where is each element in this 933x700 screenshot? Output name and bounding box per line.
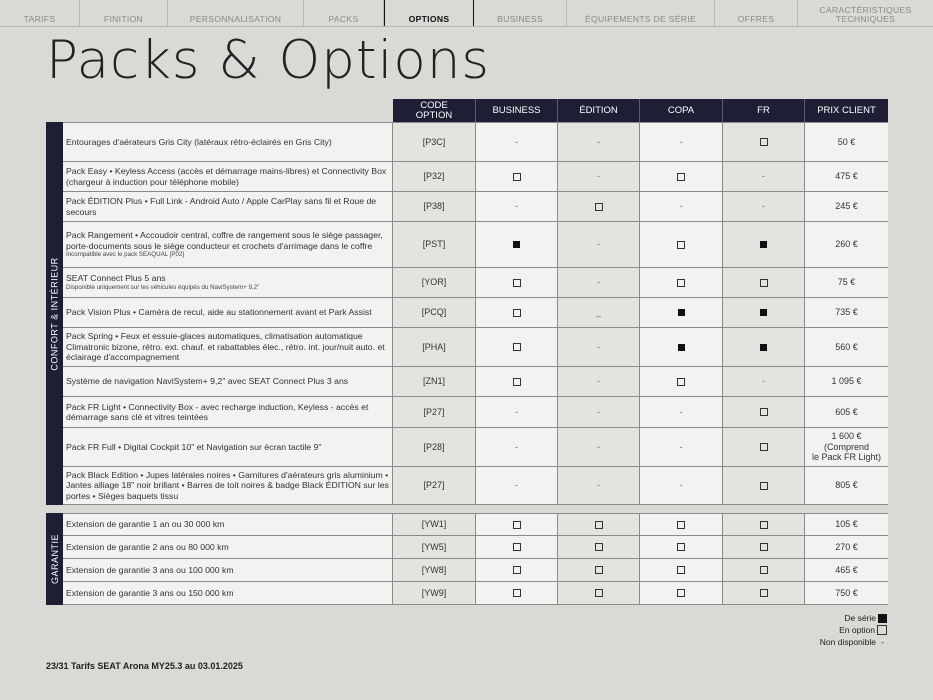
row-note: Disponible uniquement sur les véhicules équipés du NaviSystem+ 9,2" — [66, 283, 260, 291]
empty-square-icon — [677, 589, 685, 597]
empty-square-icon — [760, 589, 768, 597]
cell-business — [476, 298, 558, 327]
row-description-text: Pack ÉDITION Plus • Full Link - Android Auto / Apple CarPlay sans fil et Roue de secours — [66, 196, 377, 217]
cell-code: [P32] — [393, 162, 476, 191]
cell-copa — [640, 559, 723, 581]
cell-fr — [723, 268, 805, 297]
cell-code: [ZN1] — [393, 367, 476, 396]
table-row — [63, 582, 888, 605]
row-description — [63, 298, 393, 327]
empty-square-icon — [677, 378, 685, 386]
cell-edition — [558, 328, 640, 366]
cell-business — [476, 536, 558, 558]
cell-prix: 1 095 € — [805, 367, 888, 396]
filled-square-icon — [760, 309, 767, 316]
table-row — [63, 559, 888, 582]
row-description-text: Extension de garantie 2 ans ou 80 000 km — [66, 541, 229, 552]
cell-copa — [640, 162, 723, 191]
table-row — [63, 122, 888, 162]
cell-fr — [723, 192, 805, 221]
cell-copa — [640, 367, 723, 396]
empty-square-icon — [513, 343, 521, 351]
row-description — [63, 559, 393, 581]
section-label: CONFORT & INTÉRIEUR — [49, 256, 60, 371]
empty-square-icon — [760, 138, 768, 146]
dash-icon: - — [762, 201, 765, 212]
cell-business — [476, 162, 558, 191]
column-header-code: CODE OPTION — [393, 99, 476, 122]
cell-fr — [723, 298, 805, 327]
cell-fr — [723, 367, 805, 396]
filled-square-icon — [678, 344, 685, 351]
empty-square-icon — [513, 279, 521, 287]
cell-prix: 735 € — [805, 298, 888, 327]
legend-option-label: En option — [839, 625, 875, 635]
cell-copa — [640, 123, 723, 161]
row-description-text: Système de navigation NaviSystem+ 9,2" avec SEAT Connect Plus 3 ans — [66, 376, 349, 387]
cell-copa — [640, 328, 723, 366]
cell-edition — [558, 582, 640, 604]
filled-square-icon — [513, 241, 520, 248]
dash-icon: - — [597, 136, 600, 147]
cell-edition — [558, 467, 640, 504]
row-description-text: Pack Easy • Keyless Access (accès et démarrage mains-libres) et Connectivity Box (chargeur à induction pour téléphone mobile) — [66, 166, 387, 187]
cell-edition — [558, 514, 640, 535]
cell-business — [476, 559, 558, 581]
cell-business — [476, 467, 558, 504]
row-description-text: SEAT Connect Plus 5 ans — [66, 273, 166, 284]
empty-square-icon — [595, 521, 603, 529]
filled-square-icon — [760, 241, 767, 248]
empty-square-icon — [677, 521, 685, 529]
empty-square-icon — [677, 241, 685, 249]
nav-tab-finition[interactable]: FINITION — [80, 0, 168, 26]
dash-icon: - — [597, 171, 600, 182]
filled-square-icon — [760, 344, 767, 351]
dash-icon: - — [597, 239, 600, 250]
row-description-text: Pack FR Full • Digital Cockpit 10" et Navigation sur écran tactile 9" — [66, 441, 322, 452]
nav-divider — [0, 26, 933, 27]
cell-prix: 1 600 € (Comprend le Pack FR Light) — [805, 428, 888, 466]
cell-edition — [558, 123, 640, 161]
row-description — [63, 428, 393, 466]
cell-business — [476, 222, 558, 267]
empty-square-icon — [513, 589, 521, 597]
dash-icon: - — [881, 637, 884, 647]
cell-business — [476, 514, 558, 535]
legend-nondispo-label: Non disponible — [819, 637, 876, 647]
dash-icon: - — [762, 171, 765, 182]
filled-square-icon — [678, 309, 685, 316]
empty-square-icon — [677, 173, 685, 181]
table-row — [63, 162, 888, 192]
cell-code: [YW9] — [393, 582, 476, 604]
empty-square-icon — [760, 482, 768, 490]
row-description — [63, 123, 393, 161]
empty-square-icon — [877, 625, 887, 635]
cell-copa — [640, 268, 723, 297]
section-bar-garantie — [46, 513, 63, 605]
row-description — [63, 467, 393, 504]
empty-square-icon — [760, 566, 768, 574]
cell-prix: 260 € — [805, 222, 888, 267]
cell-business — [476, 123, 558, 161]
cell-edition — [558, 397, 640, 427]
cell-code: [YOR] — [393, 268, 476, 297]
row-description — [63, 162, 393, 191]
cell-code: [YW1] — [393, 514, 476, 535]
nav-tab-offres[interactable]: OFFRES — [715, 0, 798, 26]
row-description-text: Extension de garantie 3 ans ou 100 000 km — [66, 564, 234, 575]
cell-prix: 465 € — [805, 559, 888, 581]
row-description — [63, 582, 393, 604]
dash-icon: - — [597, 406, 600, 417]
top-navigation — [0, 0, 933, 26]
column-header-prix: PRIX CLIENT — [805, 99, 888, 122]
cell-business — [476, 367, 558, 396]
cell-business — [476, 328, 558, 366]
cell-copa — [640, 192, 723, 221]
legend-serie-label: De série — [844, 613, 876, 623]
dash-icon: - — [597, 480, 600, 491]
dash-icon: - — [515, 480, 518, 491]
cell-prix: 805 € — [805, 467, 888, 504]
cell-fr — [723, 428, 805, 466]
cell-code: [P27] — [393, 467, 476, 504]
row-description — [63, 222, 393, 267]
nav-tab-personnalisation[interactable]: PERSONNALISATION — [168, 0, 304, 26]
cell-prix: 270 € — [805, 536, 888, 558]
table-row — [63, 467, 888, 505]
dash-icon: - — [515, 136, 518, 147]
table-row — [63, 536, 888, 559]
row-description-text: Extension de garantie 1 an ou 30 000 km — [66, 519, 225, 530]
cell-copa — [640, 467, 723, 504]
cell-code: [P3C] — [393, 123, 476, 161]
empty-square-icon — [595, 566, 603, 574]
empty-square-icon — [513, 173, 521, 181]
cell-prix: 560 € — [805, 328, 888, 366]
cell-edition — [558, 162, 640, 191]
cell-fr — [723, 467, 805, 504]
cell-code: [PST] — [393, 222, 476, 267]
empty-square-icon — [677, 543, 685, 551]
dash-icon: - — [597, 277, 600, 288]
cell-code: [PHA] — [393, 328, 476, 366]
nav-tab-packs[interactable]: PACKS — [304, 0, 384, 26]
cell-fr — [723, 536, 805, 558]
section-label: GARANTIE — [49, 533, 60, 585]
cell-code: [YW8] — [393, 559, 476, 581]
cell-code: [YW5] — [393, 536, 476, 558]
row-description — [63, 192, 393, 221]
row-description — [63, 536, 393, 558]
table-row — [63, 328, 888, 367]
empty-square-icon — [677, 566, 685, 574]
row-description — [63, 328, 393, 366]
empty-square-icon — [760, 279, 768, 287]
empty-square-icon — [513, 521, 521, 529]
dash-icon: - — [515, 201, 518, 212]
cell-fr — [723, 162, 805, 191]
cell-fr — [723, 514, 805, 535]
legend-serie — [844, 613, 887, 623]
cell-prix: 245 € — [805, 192, 888, 221]
empty-square-icon — [595, 543, 603, 551]
dash-icon: - — [597, 341, 600, 352]
cell-prix: 50 € — [805, 123, 888, 161]
empty-square-icon — [760, 443, 768, 451]
nav-tab-tarifs[interactable]: TARIFS — [0, 0, 80, 26]
dash-icon: - — [679, 480, 683, 491]
cell-business — [476, 192, 558, 221]
cell-edition — [558, 222, 640, 267]
cell-copa — [640, 428, 723, 466]
cell-copa — [640, 582, 723, 604]
empty-square-icon — [513, 309, 521, 317]
page-footer: 23/31 Tarifs SEAT Arona MY25.3 au 03.01.2025 — [46, 661, 243, 671]
empty-square-icon — [595, 203, 603, 211]
page-title: Packs & Options — [46, 30, 491, 91]
dash-icon: - — [515, 406, 518, 417]
table-row — [63, 298, 888, 328]
dash-icon: _ — [595, 307, 601, 318]
cell-fr — [723, 559, 805, 581]
cell-edition — [558, 298, 640, 327]
cell-code: [P38] — [393, 192, 476, 221]
empty-square-icon — [760, 543, 768, 551]
cell-edition — [558, 559, 640, 581]
dash-icon: - — [762, 376, 765, 387]
nav-tab-caractéristiques[interactable]: CARACTÉRISTIQUES TECHNIQUES — [819, 5, 912, 24]
cell-business — [476, 397, 558, 427]
empty-square-icon — [760, 521, 768, 529]
cell-prix: 475 € — [805, 162, 888, 191]
legend-nondispo — [820, 637, 887, 647]
empty-square-icon — [760, 408, 768, 416]
cell-copa — [640, 298, 723, 327]
row-description — [63, 367, 393, 396]
column-header-copa: COPA — [640, 99, 723, 122]
cell-prix: 605 € — [805, 397, 888, 427]
row-description-text: Pack Vision Plus • Caméra de recul, aide au stationnement avant et Park Assist — [66, 307, 372, 318]
table-row — [63, 268, 888, 298]
nav-tab-business[interactable]: BUSINESS — [474, 0, 567, 26]
cell-edition — [558, 428, 640, 466]
empty-square-icon — [677, 279, 685, 287]
cell-copa — [640, 514, 723, 535]
cell-edition — [558, 367, 640, 396]
dash-icon: - — [515, 441, 518, 452]
row-description-text: Extension de garantie 3 ans ou 150 000 km — [66, 587, 234, 598]
table-row — [63, 397, 888, 428]
row-description-text: Pack Black Edition • Jupes latérales noires • Garnitures d'aérateurs gris aluminium • Jantes alliage 18" noir brillant • Barres de toit noires & badge Black ÉDITION sur les portes • Sièges baquets tissu — [66, 469, 389, 501]
row-note: Incompatible avec le pack SEAQUAL [P02] — [66, 251, 185, 258]
table-row — [63, 222, 888, 268]
cell-code: [P28] — [393, 428, 476, 466]
row-description — [63, 397, 393, 427]
cell-fr — [723, 582, 805, 604]
legend-option — [839, 625, 887, 635]
row-description-text: Entourages d'aérateurs Gris City (latéraux rétro-éclairés en Gris City) — [66, 136, 332, 147]
cell-copa — [640, 222, 723, 267]
cell-copa — [640, 536, 723, 558]
column-header-edition: ÉDITION — [558, 99, 640, 122]
nav-tab-équipements-de-série[interactable]: ÉQUIPEMENTS DE SÉRIE — [567, 0, 715, 26]
section-bar-confort — [46, 122, 63, 505]
cell-business — [476, 268, 558, 297]
cell-business — [476, 428, 558, 466]
dash-icon: - — [679, 201, 683, 212]
cell-code: [PCQ] — [393, 298, 476, 327]
table-row — [63, 367, 888, 397]
empty-square-icon — [513, 543, 521, 551]
column-header-fr: FR — [723, 99, 805, 122]
table-row — [63, 428, 888, 467]
cell-fr — [723, 222, 805, 267]
table-row — [63, 192, 888, 222]
dash-icon: - — [679, 406, 683, 417]
row-description-text: Pack Spring • Feux et essuie-glaces automatiques, climatisation automatique Climatronic bizone, rétro. ext. chauf. et rabattables élec., rétro. int. jour/nuit auto. et éclairage d'accompagnement — [66, 331, 385, 363]
cell-prix: 105 € — [805, 514, 888, 535]
row-description — [63, 514, 393, 535]
cell-code: [P27] — [393, 397, 476, 427]
dash-icon: - — [679, 136, 683, 147]
filled-square-icon — [878, 614, 887, 623]
table-row — [63, 513, 888, 536]
row-description-text: Pack FR Light • Connectivity Box - avec recharge induction, Keyless - accès et démarrage sans clé et vitres teintées — [66, 401, 369, 422]
row-description — [63, 268, 393, 297]
cell-prix: 750 € — [805, 582, 888, 604]
dash-icon: - — [597, 441, 600, 452]
nav-tab-options[interactable]: OPTIONS — [384, 0, 474, 26]
empty-square-icon — [595, 589, 603, 597]
cell-business — [476, 582, 558, 604]
cell-copa — [640, 397, 723, 427]
cell-fr — [723, 397, 805, 427]
cell-prix: 75 € — [805, 268, 888, 297]
cell-edition — [558, 268, 640, 297]
cell-fr — [723, 123, 805, 161]
cell-edition — [558, 536, 640, 558]
row-description-text: Pack Rangement • Accoudoir central, coffre de rangement sous le siège passager, porte-documents sous le siège conducteur et crochets d'arrimage dans le coffre — [66, 230, 383, 251]
empty-square-icon — [513, 378, 521, 386]
column-header-business: BUSINESS — [476, 99, 558, 122]
dash-icon: - — [679, 441, 683, 452]
cell-edition — [558, 192, 640, 221]
empty-square-icon — [513, 566, 521, 574]
dash-icon: - — [597, 376, 600, 387]
cell-fr — [723, 328, 805, 366]
